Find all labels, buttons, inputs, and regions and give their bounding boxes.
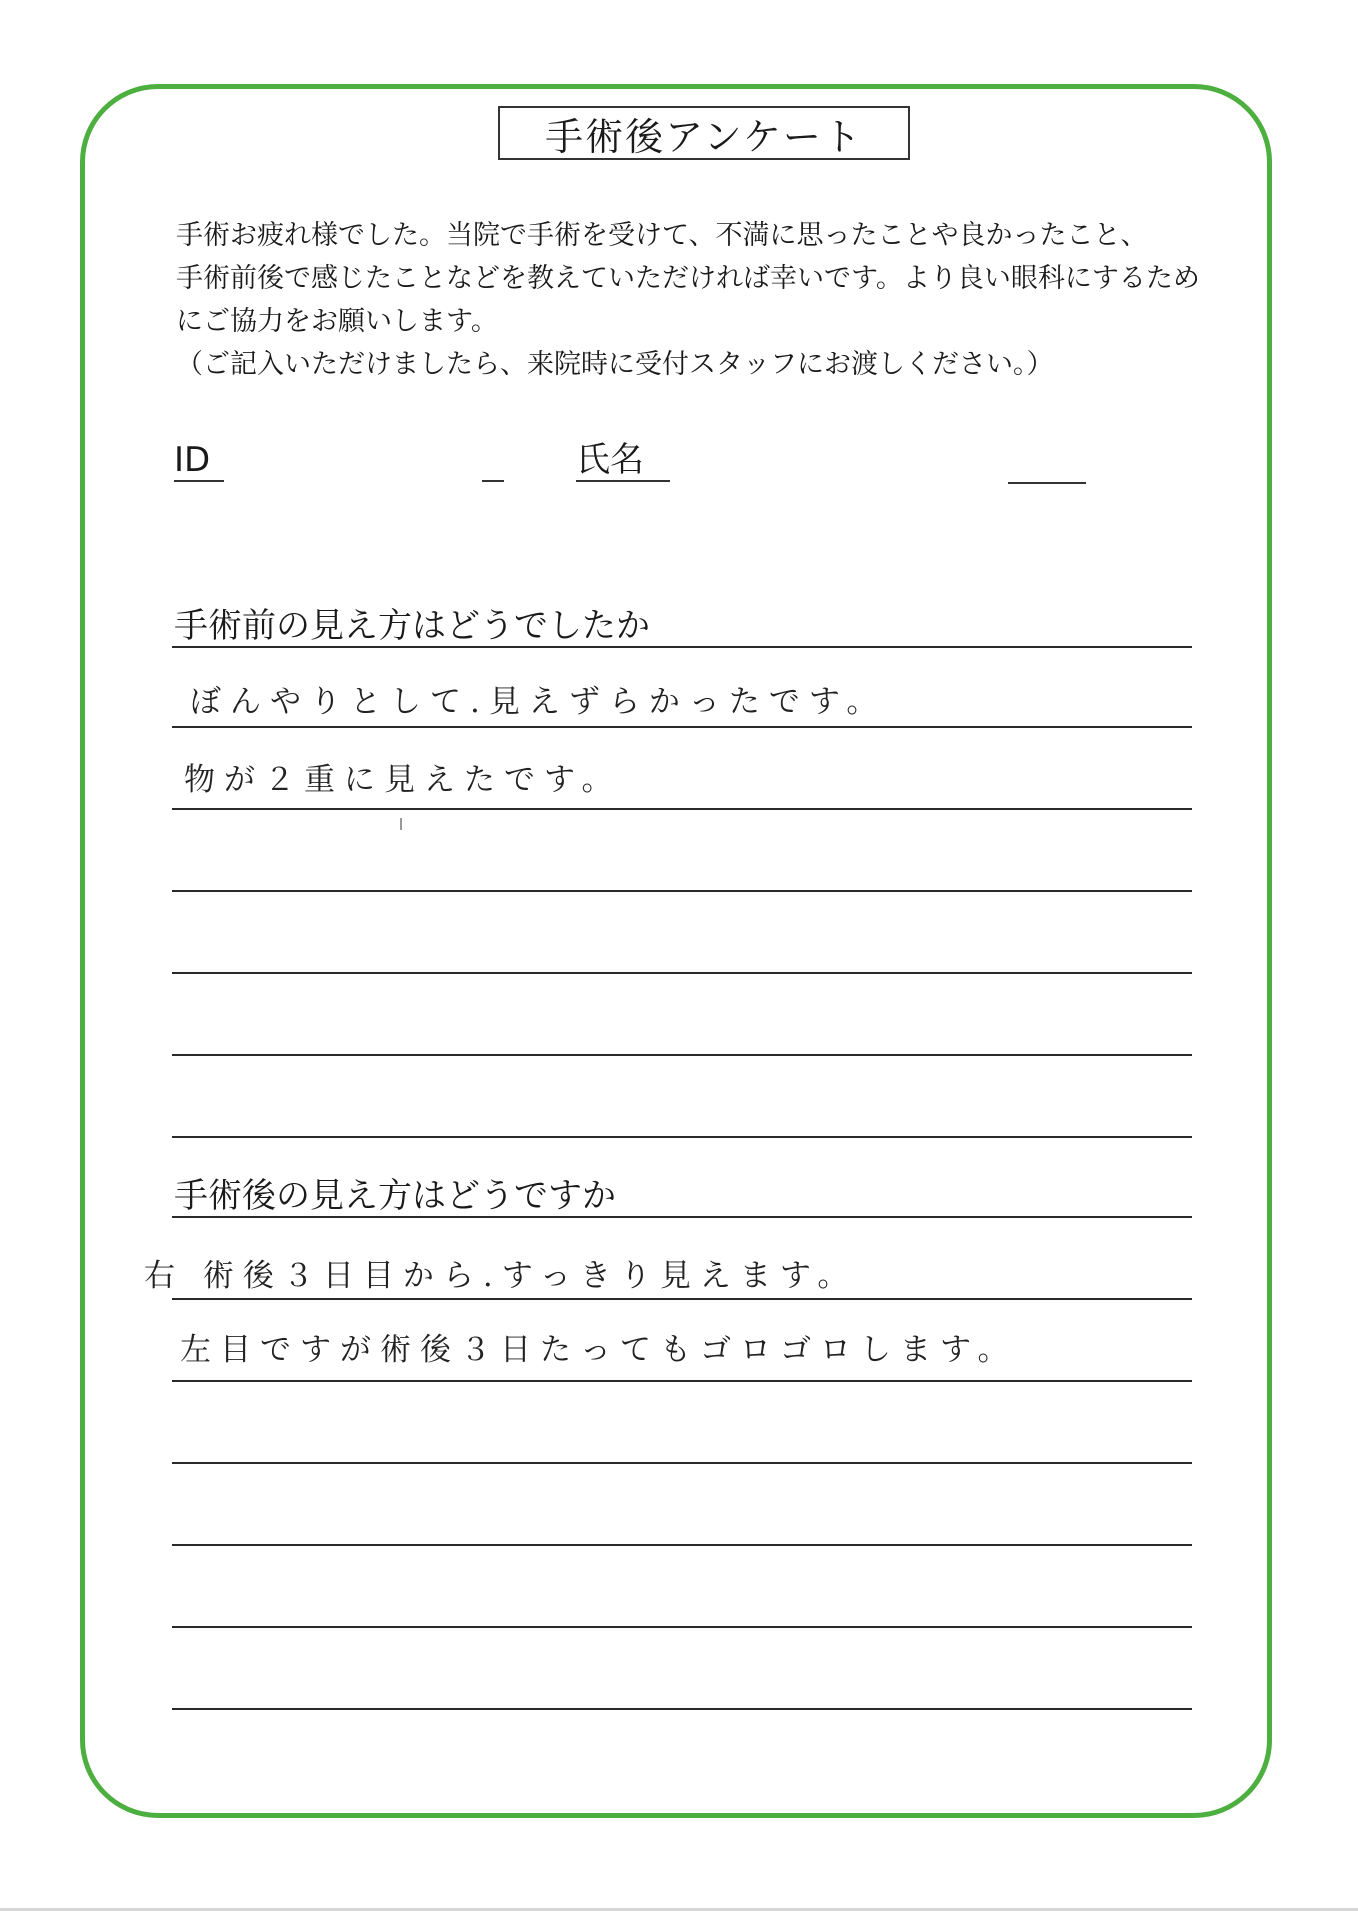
heading-rule	[172, 1216, 1192, 1218]
scan-bottom-edge	[0, 1908, 1358, 1911]
id-field-label: ID	[174, 440, 224, 482]
handwritten-answer: ぼんやりとして.見えずらかったです。	[190, 684, 887, 720]
intro-line: にご協力をお願いします。	[176, 306, 498, 337]
heading-rule	[172, 646, 1192, 648]
answer-line[interactable]	[172, 972, 1192, 974]
handwritten-answer: 右 術後３日目から.すっきり見えます。	[144, 1258, 858, 1294]
id-field-underline[interactable]	[482, 480, 504, 482]
intro-text	[176, 214, 1206, 386]
survey-title: 手術後アンケート	[498, 106, 910, 160]
answer-line[interactable]	[172, 1544, 1192, 1546]
intro-line: 手術前後で感じたことなどを教えていただければ幸いです。より良い眼科にするため	[176, 263, 1200, 294]
name-field-label: 氏名	[576, 440, 670, 482]
intro-line: （ご記入いただけましたら、来院時に受付スタッフにお渡しください。）	[176, 349, 1054, 380]
answer-line[interactable]	[172, 1136, 1192, 1138]
answer-line[interactable]	[172, 726, 1192, 728]
section-heading-before: 手術前の見え方はどうでしたか	[174, 606, 650, 646]
scan-speck	[400, 818, 402, 830]
answer-line[interactable]	[172, 1380, 1192, 1382]
answer-line[interactable]	[172, 890, 1192, 892]
answer-line[interactable]	[172, 808, 1192, 810]
handwritten-answer: 左目ですが術後３日たってもゴロゴロします。	[180, 1332, 1018, 1368]
answer-line[interactable]	[172, 1462, 1192, 1464]
intro-line: 手術お疲れ様でした。当院で手術を受けて、不満に思ったことや良かったこと、	[176, 220, 1148, 251]
section-heading-after: 手術後の見え方はどうですか	[174, 1176, 616, 1216]
handwritten-answer: 物が２重に見えたです。	[184, 762, 622, 798]
answer-line[interactable]	[172, 1054, 1192, 1056]
name-field-underline[interactable]	[1008, 482, 1086, 484]
answer-line[interactable]	[172, 1626, 1192, 1628]
answer-line[interactable]	[172, 1708, 1192, 1710]
answer-line[interactable]	[172, 1298, 1192, 1300]
